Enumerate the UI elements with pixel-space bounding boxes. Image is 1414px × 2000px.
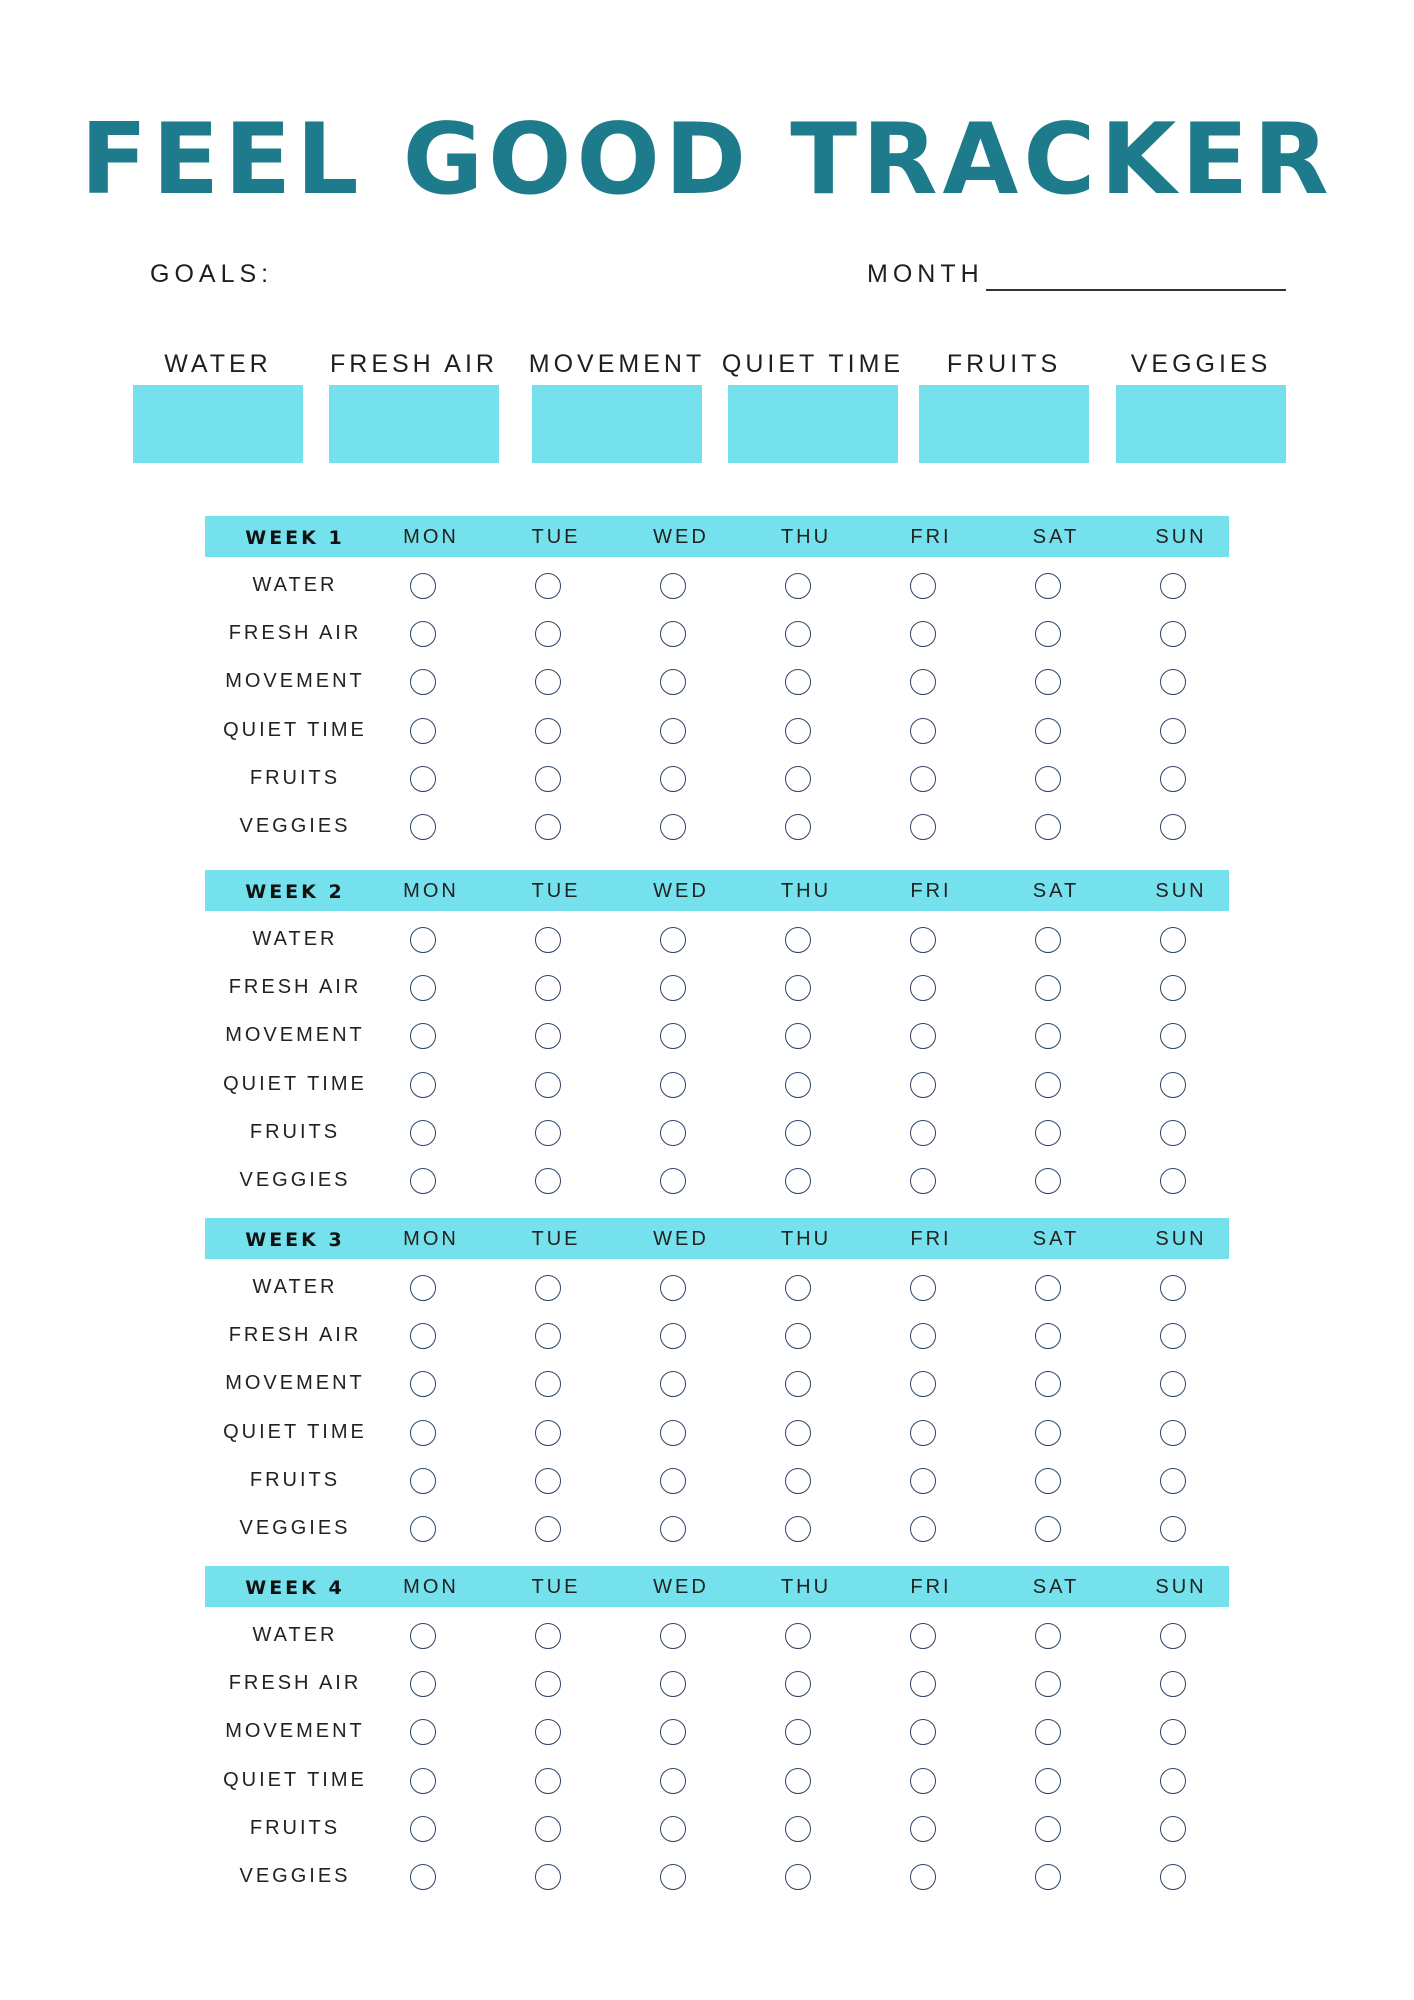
habit-check-circle[interactable] (1035, 975, 1061, 1001)
habit-check-circle[interactable] (910, 669, 936, 695)
habit-label: WATER (252, 1624, 338, 1646)
habit-check-circle[interactable] (660, 1371, 686, 1397)
day-label: THU (780, 1576, 832, 1598)
habit-check-circle[interactable] (1035, 621, 1061, 647)
habit-check-circle[interactable] (535, 669, 561, 695)
habit-check-circle[interactable] (410, 1719, 436, 1745)
habit-check-circle[interactable] (660, 621, 686, 647)
habit-check-circle[interactable] (1035, 1120, 1061, 1146)
week-label: WEEK 2 (245, 881, 345, 903)
habit-check-circle[interactable] (1160, 1023, 1186, 1049)
habit-check-circle[interactable] (1035, 1168, 1061, 1194)
habit-check-circle[interactable] (1160, 1816, 1186, 1842)
habit-check-circle[interactable] (910, 1023, 936, 1049)
habit-check-circle[interactable] (785, 1768, 811, 1794)
habit-check-circle[interactable] (1160, 1120, 1186, 1146)
habit-check-circle[interactable] (535, 1275, 561, 1301)
habit-label: FRESH AIR (228, 622, 362, 644)
habit-check-circle[interactable] (1160, 573, 1186, 599)
goal-box[interactable] (329, 385, 499, 463)
habit-check-circle[interactable] (660, 814, 686, 840)
habit-check-circle[interactable] (660, 1323, 686, 1349)
day-label: SUN (1155, 526, 1207, 548)
habit-check-circle[interactable] (410, 1323, 436, 1349)
habit-label: FRESH AIR (228, 1672, 362, 1694)
habit-check-circle[interactable] (1035, 1468, 1061, 1494)
habit-check-circle[interactable] (410, 1671, 436, 1697)
habit-label: MOVEMENT (225, 1372, 365, 1394)
habit-check-circle[interactable] (910, 1671, 936, 1697)
habit-check-circle[interactable] (410, 1816, 436, 1842)
habit-check-circle[interactable] (1160, 718, 1186, 744)
habit-check-circle[interactable] (1035, 927, 1061, 953)
habit-check-circle[interactable] (910, 1468, 936, 1494)
habit-label: MOVEMENT (225, 1024, 365, 1046)
habit-check-circle[interactable] (535, 1623, 561, 1649)
habit-label: VEGGIES (239, 1169, 351, 1191)
habit-check-circle[interactable] (410, 573, 436, 599)
day-label: THU (780, 880, 832, 902)
habit-check-circle[interactable] (910, 1275, 936, 1301)
habit-check-circle[interactable] (785, 1072, 811, 1098)
habit-check-circle[interactable] (910, 1420, 936, 1446)
habit-check-circle[interactable] (785, 718, 811, 744)
week-section (0, 870, 1414, 1225)
day-label: WED (653, 526, 709, 548)
habit-check-circle[interactable] (410, 1468, 436, 1494)
habit-check-circle[interactable] (1160, 1323, 1186, 1349)
habit-check-circle[interactable] (910, 975, 936, 1001)
habit-check-circle[interactable] (1160, 1371, 1186, 1397)
habit-check-circle[interactable] (410, 1516, 436, 1542)
habit-check-circle[interactable] (1035, 814, 1061, 840)
habit-check-circle[interactable] (660, 1768, 686, 1794)
habit-check-circle[interactable] (785, 1623, 811, 1649)
habit-check-circle[interactable] (1035, 766, 1061, 792)
week-label: WEEK 1 (245, 527, 345, 549)
day-label: TUE (531, 526, 581, 548)
habit-check-circle[interactable] (410, 718, 436, 744)
day-label: SAT (1032, 880, 1080, 902)
day-label: SUN (1155, 1228, 1207, 1250)
habit-check-circle[interactable] (910, 621, 936, 647)
habit-check-circle[interactable] (785, 1120, 811, 1146)
day-label: SUN (1155, 880, 1207, 902)
habit-check-circle[interactable] (1160, 1719, 1186, 1745)
day-label: FRI (910, 526, 952, 548)
habit-check-circle[interactable] (1035, 1371, 1061, 1397)
habit-check-circle[interactable] (785, 573, 811, 599)
habit-check-circle[interactable] (535, 927, 561, 953)
habit-check-circle[interactable] (410, 1768, 436, 1794)
habit-check-circle[interactable] (535, 1371, 561, 1397)
habit-label: WATER (252, 1276, 338, 1298)
habit-check-circle[interactable] (785, 1864, 811, 1890)
habit-check-circle[interactable] (1035, 718, 1061, 744)
habit-check-circle[interactable] (1160, 975, 1186, 1001)
habit-check-circle[interactable] (410, 927, 436, 953)
habit-check-circle[interactable] (785, 975, 811, 1001)
habit-check-circle[interactable] (910, 1120, 936, 1146)
week-label: WEEK 3 (245, 1229, 345, 1251)
habit-check-circle[interactable] (660, 1120, 686, 1146)
habit-check-circle[interactable] (785, 1671, 811, 1697)
habit-check-circle[interactable] (1035, 1516, 1061, 1542)
habit-check-circle[interactable] (1035, 1023, 1061, 1049)
day-label: WED (653, 880, 709, 902)
habit-check-circle[interactable] (910, 927, 936, 953)
habit-check-circle[interactable] (535, 1864, 561, 1890)
day-label: TUE (531, 880, 581, 902)
habit-check-circle[interactable] (410, 1168, 436, 1194)
habit-check-circle[interactable] (660, 927, 686, 953)
habit-check-circle[interactable] (535, 1516, 561, 1542)
habit-check-circle[interactable] (1035, 1420, 1061, 1446)
habit-check-circle[interactable] (410, 1023, 436, 1049)
habit-check-circle[interactable] (1035, 669, 1061, 695)
day-label: THU (780, 1228, 832, 1250)
habit-check-circle[interactable] (1035, 1719, 1061, 1745)
day-label: TUE (531, 1228, 581, 1250)
habit-check-circle[interactable] (535, 718, 561, 744)
habit-check-circle[interactable] (660, 1023, 686, 1049)
habit-check-circle[interactable] (660, 1671, 686, 1697)
habit-check-circle[interactable] (535, 1323, 561, 1349)
habit-check-circle[interactable] (785, 1719, 811, 1745)
habit-check-circle[interactable] (535, 1671, 561, 1697)
habit-check-circle[interactable] (785, 766, 811, 792)
day-label: MON (403, 1576, 459, 1598)
habit-check-circle[interactable] (535, 1168, 561, 1194)
day-label: FRI (910, 1228, 952, 1250)
habit-check-circle[interactable] (535, 1120, 561, 1146)
habit-label: MOVEMENT (225, 670, 365, 692)
day-label: THU (780, 526, 832, 548)
habit-label: MOVEMENT (225, 1720, 365, 1742)
habit-check-circle[interactable] (910, 1516, 936, 1542)
habit-check-circle[interactable] (410, 975, 436, 1001)
habit-check-circle[interactable] (535, 814, 561, 840)
habit-check-circle[interactable] (785, 1275, 811, 1301)
day-label: MON (403, 526, 459, 548)
habit-check-circle[interactable] (660, 1468, 686, 1494)
week-label: WEEK 4 (245, 1577, 345, 1599)
habit-label: WATER (252, 574, 338, 596)
habit-label: VEGGIES (239, 1865, 351, 1887)
habit-check-circle[interactable] (410, 1120, 436, 1146)
habit-check-circle[interactable] (1160, 1468, 1186, 1494)
habit-check-circle[interactable] (785, 1468, 811, 1494)
habit-check-circle[interactable] (1160, 766, 1186, 792)
goal-label: FRUITS (946, 350, 1062, 378)
day-label: SAT (1032, 526, 1080, 548)
habit-check-circle[interactable] (1160, 1623, 1186, 1649)
day-label: SAT (1032, 1228, 1080, 1250)
habit-check-circle[interactable] (785, 669, 811, 695)
habit-check-circle[interactable] (910, 718, 936, 744)
habit-check-circle[interactable] (535, 1768, 561, 1794)
habit-check-circle[interactable] (660, 975, 686, 1001)
habit-check-circle[interactable] (910, 1864, 936, 1890)
goal-box[interactable] (133, 385, 303, 463)
habit-check-circle[interactable] (660, 1864, 686, 1890)
habit-check-circle[interactable] (660, 1719, 686, 1745)
habit-check-circle[interactable] (410, 1072, 436, 1098)
habit-check-circle[interactable] (410, 1420, 436, 1446)
habit-check-circle[interactable] (910, 1168, 936, 1194)
habit-check-circle[interactable] (785, 1371, 811, 1397)
habit-check-circle[interactable] (535, 573, 561, 599)
habit-check-circle[interactable] (410, 669, 436, 695)
habit-check-circle[interactable] (660, 1516, 686, 1542)
habit-check-circle[interactable] (660, 669, 686, 695)
habit-check-circle[interactable] (1160, 1864, 1186, 1890)
goal-box[interactable] (532, 385, 702, 463)
month-label: MONTH (867, 260, 984, 288)
habit-check-circle[interactable] (910, 1072, 936, 1098)
habit-check-circle[interactable] (910, 1371, 936, 1397)
week-section (0, 1218, 1414, 1573)
day-label: FRI (910, 880, 952, 902)
habit-check-circle[interactable] (410, 1371, 436, 1397)
habit-check-circle[interactable] (1160, 1420, 1186, 1446)
habit-check-circle[interactable] (1160, 621, 1186, 647)
habit-check-circle[interactable] (785, 1420, 811, 1446)
habit-check-circle[interactable] (1035, 1323, 1061, 1349)
habit-check-circle[interactable] (660, 1420, 686, 1446)
habit-check-circle[interactable] (1160, 1516, 1186, 1542)
habit-check-circle[interactable] (535, 1023, 561, 1049)
goal-box[interactable] (728, 385, 898, 463)
habit-label: QUIET TIME (223, 1073, 367, 1095)
day-label: MON (403, 880, 459, 902)
habit-check-circle[interactable] (410, 766, 436, 792)
goal-box[interactable] (919, 385, 1089, 463)
habit-check-circle[interactable] (410, 1623, 436, 1649)
habit-check-circle[interactable] (1160, 1168, 1186, 1194)
habit-check-circle[interactable] (1035, 1072, 1061, 1098)
habit-label: FRESH AIR (228, 976, 362, 998)
day-label: SAT (1032, 1576, 1080, 1598)
goal-label: VEGGIES (1130, 350, 1272, 378)
habit-check-circle[interactable] (535, 1816, 561, 1842)
goal-label: QUIET TIME (721, 350, 905, 378)
day-label: WED (653, 1228, 709, 1250)
habit-check-circle[interactable] (660, 1816, 686, 1842)
goal-box[interactable] (1116, 385, 1286, 463)
goal-label: WATER (164, 350, 272, 378)
habit-check-circle[interactable] (410, 1864, 436, 1890)
habit-check-circle[interactable] (785, 1023, 811, 1049)
habit-check-circle[interactable] (660, 1072, 686, 1098)
habit-check-circle[interactable] (785, 1168, 811, 1194)
habit-check-circle[interactable] (1035, 573, 1061, 599)
habit-label: WATER (252, 928, 338, 950)
month-input-line[interactable] (986, 289, 1286, 291)
habit-check-circle[interactable] (910, 573, 936, 599)
habit-check-circle[interactable] (1035, 1671, 1061, 1697)
habit-label: QUIET TIME (223, 1769, 367, 1791)
habit-check-circle[interactable] (1035, 1816, 1061, 1842)
goal-label: FRESH AIR (330, 350, 498, 378)
habit-check-circle[interactable] (660, 1623, 686, 1649)
habit-check-circle[interactable] (660, 718, 686, 744)
goals-label: GOALS: (150, 260, 274, 288)
habit-check-circle[interactable] (535, 975, 561, 1001)
habit-check-circle[interactable] (660, 1168, 686, 1194)
day-label: WED (653, 1576, 709, 1598)
habit-check-circle[interactable] (910, 1768, 936, 1794)
habit-check-circle[interactable] (1160, 1275, 1186, 1301)
habit-check-circle[interactable] (1160, 1671, 1186, 1697)
habit-check-circle[interactable] (1160, 669, 1186, 695)
habit-check-circle[interactable] (660, 1275, 686, 1301)
habit-label: FRESH AIR (228, 1324, 362, 1346)
habit-check-circle[interactable] (1160, 1072, 1186, 1098)
habit-check-circle[interactable] (410, 814, 436, 840)
habit-check-circle[interactable] (410, 1275, 436, 1301)
habit-check-circle[interactable] (535, 621, 561, 647)
goal-label: MOVEMENT (528, 350, 706, 378)
habit-check-circle[interactable] (785, 1323, 811, 1349)
day-label: MON (403, 1228, 459, 1250)
habit-check-circle[interactable] (535, 1468, 561, 1494)
habit-label: FRUITS (249, 767, 341, 789)
habit-check-circle[interactable] (910, 1816, 936, 1842)
habit-check-circle[interactable] (1160, 927, 1186, 953)
habit-check-circle[interactable] (1035, 1623, 1061, 1649)
habit-check-circle[interactable] (785, 927, 811, 953)
habit-check-circle[interactable] (910, 766, 936, 792)
habit-check-circle[interactable] (660, 766, 686, 792)
habit-check-circle[interactable] (1160, 1768, 1186, 1794)
habit-check-circle[interactable] (660, 573, 686, 599)
habit-label: FRUITS (249, 1817, 341, 1839)
habit-check-circle[interactable] (910, 1623, 936, 1649)
habit-check-circle[interactable] (910, 1323, 936, 1349)
habit-check-circle[interactable] (535, 1072, 561, 1098)
habit-check-circle[interactable] (535, 1719, 561, 1745)
page-title: FEEL GOOD TRACKER (80, 103, 1334, 217)
habit-check-circle[interactable] (535, 1420, 561, 1446)
day-label: FRI (910, 1576, 952, 1598)
week-section (0, 516, 1414, 871)
week-section (0, 1566, 1414, 1921)
habit-check-circle[interactable] (785, 621, 811, 647)
habit-check-circle[interactable] (1160, 814, 1186, 840)
habit-label: QUIET TIME (223, 719, 367, 741)
habit-check-circle[interactable] (785, 1816, 811, 1842)
habit-check-circle[interactable] (1035, 1864, 1061, 1890)
habit-check-circle[interactable] (785, 1516, 811, 1542)
habit-check-circle[interactable] (1035, 1768, 1061, 1794)
habit-check-circle[interactable] (535, 766, 561, 792)
habit-check-circle[interactable] (910, 1719, 936, 1745)
habit-label: FRUITS (249, 1469, 341, 1491)
habit-label: FRUITS (249, 1121, 341, 1143)
habit-label: VEGGIES (239, 815, 351, 837)
habit-label: QUIET TIME (223, 1421, 367, 1443)
habit-check-circle[interactable] (1035, 1275, 1061, 1301)
habit-check-circle[interactable] (910, 814, 936, 840)
habit-check-circle[interactable] (785, 814, 811, 840)
habit-check-circle[interactable] (410, 621, 436, 647)
habit-label: VEGGIES (239, 1517, 351, 1539)
day-label: TUE (531, 1576, 581, 1598)
day-label: SUN (1155, 1576, 1207, 1598)
